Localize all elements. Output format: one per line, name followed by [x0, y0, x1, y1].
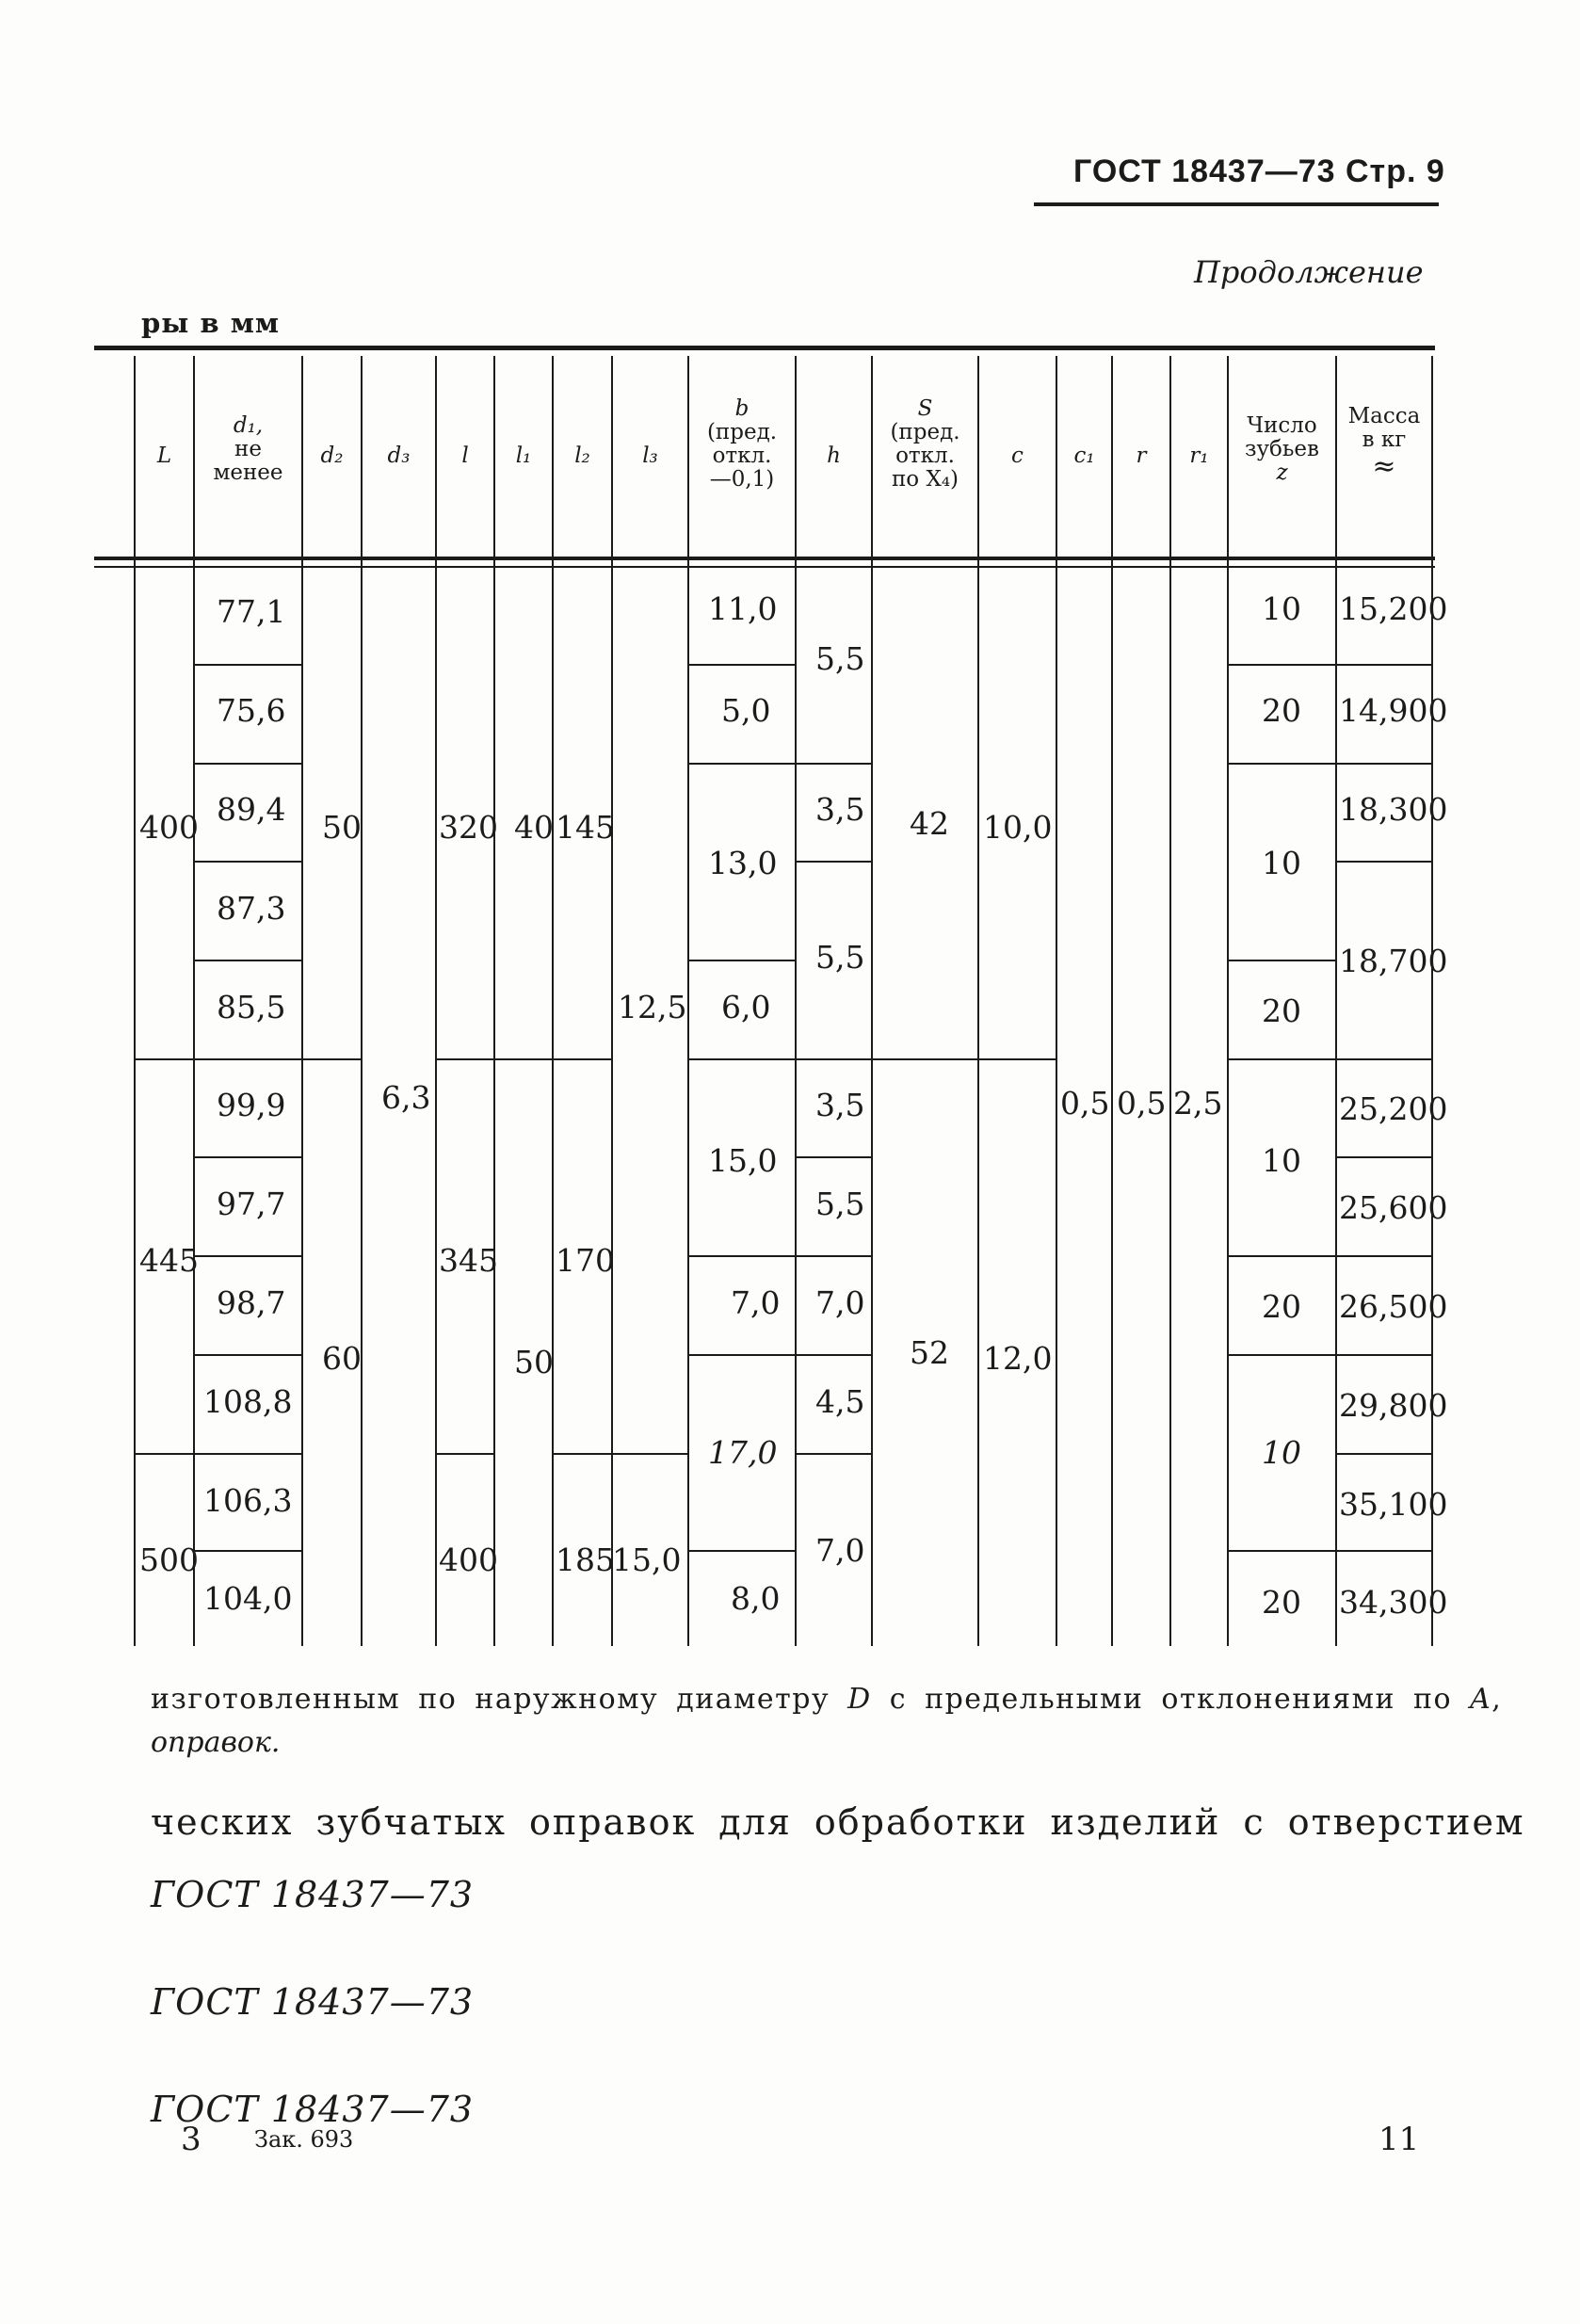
- row-line: [687, 1255, 795, 1257]
- cell-d1: 104,0: [203, 1580, 293, 1617]
- header-d1: [195, 414, 301, 485]
- cell-L: 400: [139, 809, 199, 846]
- note-text-a: изготовленным по наружному диаметру: [151, 1683, 848, 1716]
- cell-mass: 18,700: [1339, 943, 1448, 979]
- header-c1: c₁: [1073, 444, 1095, 468]
- row-line: [1335, 664, 1431, 666]
- cell-mass: 14,900: [1339, 692, 1448, 729]
- col-line: [493, 356, 495, 1646]
- row-line: [687, 1354, 795, 1356]
- cell-mass: 35,100: [1339, 1486, 1448, 1523]
- cell-teeth: 10: [1262, 1142, 1301, 1179]
- cell-mass: 29,800: [1339, 1387, 1448, 1424]
- header-b-line2: (пред.: [706, 420, 778, 444]
- header-teeth-line2: зубьев: [1244, 437, 1319, 461]
- cell-b: 11,0: [708, 590, 778, 627]
- cell-h: 4,5: [815, 1383, 865, 1420]
- cell-mass: 25,200: [1339, 1090, 1448, 1127]
- cell-l2: 185: [556, 1541, 615, 1578]
- cell-h: 7,0: [815, 1284, 865, 1321]
- cell-d2: 50: [322, 809, 362, 846]
- cell-d1: 106,3: [203, 1482, 293, 1519]
- row-line: [193, 1453, 301, 1455]
- header-mass: [1337, 405, 1431, 482]
- header-teeth-line1: Число: [1247, 413, 1317, 438]
- cell-l: 400: [439, 1541, 498, 1578]
- row-line: [1335, 1156, 1431, 1158]
- table-note-line2: оправок.: [151, 1726, 281, 1759]
- cell-c: 12,0: [983, 1340, 1053, 1377]
- row-line: [552, 1058, 611, 1060]
- row-line: [493, 1058, 552, 1060]
- header-r: r: [1136, 444, 1147, 468]
- table-note-line1: [151, 1683, 1502, 1716]
- row-line: [687, 664, 795, 666]
- header-l: l: [461, 444, 469, 468]
- row-line: [687, 960, 795, 961]
- row-line: [1335, 1255, 1431, 1257]
- row-line: [193, 1354, 301, 1356]
- header-S-line1: S: [917, 396, 933, 421]
- col-line: [361, 356, 363, 1646]
- cell-h: 3,5: [815, 791, 865, 828]
- cell-c: 10,0: [983, 809, 1053, 846]
- cell-l2: 145: [556, 809, 615, 846]
- row-line: [301, 1058, 361, 1060]
- row-line: [1335, 1354, 1431, 1356]
- header-l2: l₂: [574, 444, 590, 468]
- row-line: [1227, 1354, 1335, 1356]
- row-line: [1335, 763, 1431, 765]
- footer-order: Зак. 693: [254, 2126, 354, 2153]
- document-header: ГОСТ 18437—73 Стр. 9: [1073, 153, 1445, 189]
- cell-teeth: 20: [1262, 692, 1301, 729]
- page-number: 11: [1378, 2121, 1420, 2158]
- header-l3: l₃: [642, 444, 658, 468]
- header-l1: l₁: [515, 444, 532, 468]
- row-line: [1335, 1453, 1431, 1455]
- cell-r1: 2,5: [1173, 1085, 1223, 1122]
- header-L: L: [156, 444, 172, 468]
- cell-teeth: 20: [1262, 1288, 1301, 1325]
- header-S-line2: (пред.: [890, 420, 960, 444]
- col-line: [687, 356, 689, 1646]
- header-b-line4: —0,1): [709, 467, 775, 492]
- cell-r: 0,5: [1117, 1085, 1167, 1122]
- row-line: [687, 1550, 795, 1552]
- row-line: [193, 763, 301, 765]
- cell-mass: 26,500: [1339, 1288, 1448, 1325]
- cell-d1: 108,8: [203, 1383, 293, 1420]
- header-b: [689, 397, 795, 492]
- cell-d1: 77,1: [217, 593, 286, 630]
- header-mass-line1: Масса: [1347, 404, 1421, 428]
- cell-mass: 18,300: [1339, 791, 1448, 828]
- header-d1-line3: менее: [213, 460, 283, 485]
- row-line: [435, 1058, 493, 1060]
- row-line: [1335, 861, 1431, 863]
- header-d1-line1: d₁,: [233, 413, 264, 438]
- cell-L: 445: [139, 1242, 199, 1279]
- note-text-b: с предельными отклонениями по: [871, 1683, 1471, 1716]
- cell-c1: 0,5: [1060, 1085, 1110, 1122]
- cell-S: 52: [910, 1334, 949, 1371]
- cell-S: 42: [910, 805, 949, 842]
- cell-l: 345: [439, 1242, 498, 1279]
- row-line: [193, 1255, 301, 1257]
- cell-teeth: 10: [1262, 1434, 1301, 1471]
- header-b-line1: b: [734, 396, 750, 421]
- col-line: [1056, 356, 1057, 1646]
- col-line: [1169, 356, 1171, 1646]
- header-d2: d₂: [320, 444, 344, 468]
- cell-d1: 89,4: [217, 791, 286, 828]
- header-h: h: [827, 444, 841, 468]
- note-symbol-A: A: [1470, 1683, 1492, 1716]
- col-line: [1111, 356, 1113, 1646]
- row-line: [1335, 1058, 1431, 1060]
- cell-d2: 60: [322, 1340, 362, 1377]
- cell-b: 17,0: [708, 1434, 778, 1471]
- row-line: [134, 1453, 193, 1455]
- col-line: [977, 356, 979, 1646]
- row-line: [193, 1058, 301, 1060]
- table-header-rule-2: [94, 566, 1435, 568]
- row-line: [795, 763, 871, 765]
- row-line: [795, 1354, 871, 1356]
- row-line: [193, 861, 301, 863]
- header-d3: d₃: [387, 444, 411, 468]
- row-line: [1227, 1058, 1335, 1060]
- cell-h: 7,0: [815, 1532, 865, 1569]
- cell-b: 8,0: [731, 1580, 781, 1617]
- cell-b: 7,0: [731, 1284, 781, 1321]
- cell-d3: 6,3: [381, 1079, 431, 1116]
- cell-l: 320: [439, 809, 498, 846]
- row-line: [795, 1255, 871, 1257]
- cell-d1: 99,9: [217, 1087, 286, 1123]
- cell-b: 13,0: [708, 845, 778, 881]
- row-line: [1227, 763, 1335, 765]
- table-header-rule: [94, 557, 1435, 560]
- cell-teeth: 10: [1262, 845, 1301, 881]
- text-fragment: ческих зубчатых оправок для обработки изделий с отверстием: [151, 1801, 1525, 1843]
- row-line: [871, 1058, 977, 1060]
- row-line: [687, 763, 795, 765]
- header-rule: [1034, 202, 1439, 206]
- row-line: [435, 1453, 493, 1455]
- col-line: [871, 356, 873, 1646]
- row-line: [1227, 664, 1335, 666]
- cell-h: 3,5: [815, 1087, 865, 1123]
- cell-d1: 87,3: [217, 890, 286, 927]
- row-line: [687, 1058, 795, 1060]
- col-line: [1227, 356, 1229, 1646]
- header-teeth-line3: z: [1276, 460, 1288, 485]
- row-line: [795, 1453, 871, 1455]
- header-S-line4: по X₄): [891, 467, 959, 492]
- row-line: [552, 1453, 611, 1455]
- cell-b: 5,0: [721, 692, 771, 729]
- gost-reference: ГОСТ 18437—73: [151, 1874, 475, 1915]
- table-top-rule: [94, 346, 1435, 350]
- row-line: [1335, 1550, 1431, 1552]
- cell-mass: 25,600: [1339, 1189, 1448, 1226]
- cell-mass: 15,200: [1339, 590, 1448, 627]
- cell-teeth: 10: [1262, 590, 1301, 627]
- footer-number: 3: [181, 2121, 202, 2158]
- cell-b: 6,0: [721, 989, 771, 1025]
- col-line: [301, 356, 303, 1646]
- cell-l1: 40: [514, 809, 554, 846]
- row-line: [795, 861, 871, 863]
- row-line: [1227, 1550, 1335, 1552]
- cell-l3: 15,0: [612, 1541, 682, 1578]
- row-line: [134, 1058, 193, 1060]
- gost-reference: ГОСТ 18437—73: [151, 1981, 475, 2023]
- header-d1-line2: не: [234, 437, 262, 461]
- header-S-line3: откл.: [895, 444, 955, 468]
- cell-teeth: 20: [1262, 993, 1301, 1029]
- row-line: [193, 1156, 301, 1158]
- cell-d1: 98,7: [217, 1284, 286, 1321]
- cell-mass: 34,300: [1339, 1584, 1448, 1621]
- gost-reference: ГОСТ 18437—73: [151, 2089, 475, 2130]
- row-line: [977, 1058, 1056, 1060]
- cell-b: 15,0: [708, 1142, 778, 1179]
- note-text-c: ,: [1491, 1683, 1503, 1716]
- cell-l2: 170: [556, 1242, 615, 1279]
- cell-h: 5,5: [815, 640, 865, 677]
- continuation-label: Продолжение: [1194, 254, 1424, 290]
- cell-d1: 75,6: [217, 692, 286, 729]
- header-r1: r₁: [1189, 444, 1209, 468]
- cell-l3: 12,5: [618, 989, 687, 1025]
- col-line: [1431, 356, 1433, 1646]
- header-mass-line2: в кг: [1362, 428, 1407, 452]
- row-line: [795, 1156, 871, 1158]
- cell-d1: 97,7: [217, 1186, 286, 1222]
- cell-d1: 85,5: [217, 989, 286, 1025]
- header-S: [873, 397, 977, 492]
- row-line: [193, 1550, 301, 1552]
- cell-L: 500: [139, 1541, 199, 1578]
- header-mass-line3: ≈: [1372, 450, 1396, 483]
- cell-teeth: 20: [1262, 1584, 1301, 1621]
- row-line: [193, 960, 301, 961]
- header-b-line3: откл.: [712, 444, 772, 468]
- row-line: [193, 664, 301, 666]
- header-c: c: [1011, 444, 1024, 468]
- row-line: [1227, 1255, 1335, 1257]
- row-line: [611, 1453, 687, 1455]
- row-line: [795, 1058, 871, 1060]
- units-label: ры в мм: [141, 307, 281, 339]
- cell-h: 5,5: [815, 939, 865, 976]
- header-teeth: [1229, 414, 1335, 485]
- row-line: [1227, 960, 1335, 961]
- cell-h: 5,5: [815, 1186, 865, 1222]
- note-symbol-D: D: [847, 1683, 872, 1716]
- cell-l1: 50: [514, 1344, 554, 1380]
